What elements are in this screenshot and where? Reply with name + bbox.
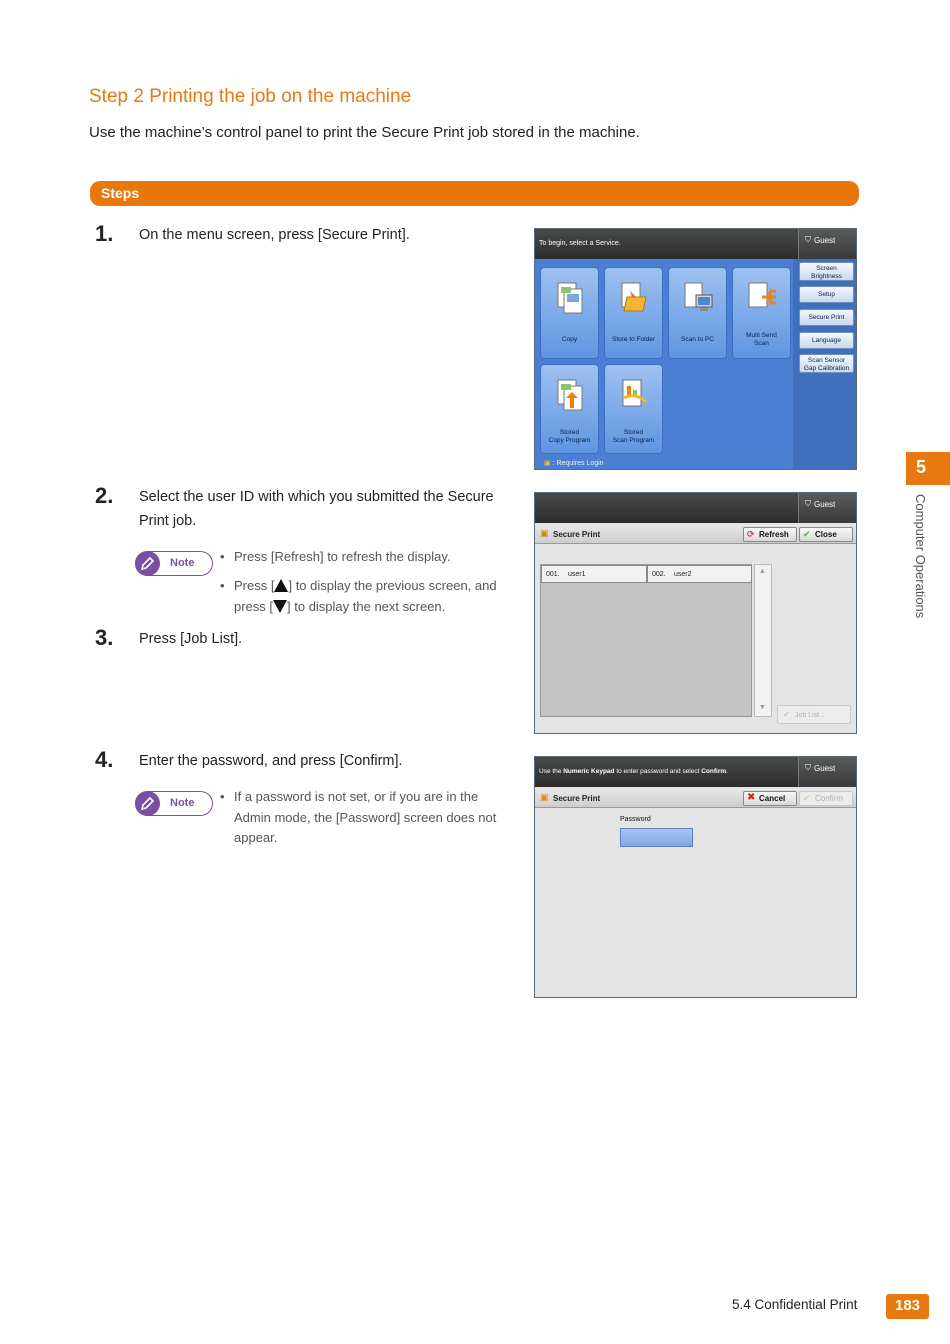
chapter-title bbox=[912, 494, 932, 634]
pencil-icon bbox=[135, 791, 160, 816]
msg-part-b: Numeric Keypad bbox=[563, 768, 615, 775]
service-stored-scan-program[interactable] bbox=[604, 364, 663, 454]
user-name: user2 bbox=[674, 571, 692, 578]
user-id: 002. bbox=[652, 571, 666, 578]
chapter-number: 5 bbox=[916, 457, 927, 477]
service-copy[interactable] bbox=[540, 267, 599, 359]
job-list-button[interactable] bbox=[777, 705, 851, 724]
services-screen bbox=[534, 228, 857, 470]
cancel-button[interactable] bbox=[743, 791, 797, 806]
setup-button[interactable] bbox=[799, 286, 854, 303]
service-stored-copy-label-1: Stored bbox=[559, 429, 580, 436]
note-bullet-text-b: ] to display the previous screen, and bbox=[288, 578, 497, 593]
note-bullet-refresh: • Press [Refresh] to refresh the display. bbox=[234, 547, 451, 568]
service-stored-scan-label-1: Stored bbox=[623, 429, 644, 436]
lock-icon: ▣ bbox=[540, 528, 549, 538]
step-4-text: Enter the password, and press [Confirm]. bbox=[139, 753, 403, 769]
note-bullet-scroll bbox=[234, 576, 524, 617]
guest-button[interactable] bbox=[798, 493, 857, 523]
step-3-number: 3. bbox=[95, 625, 114, 650]
page-number-badge bbox=[886, 1294, 929, 1319]
step-1-number: 1. bbox=[95, 221, 114, 246]
step-4-number: 4. bbox=[95, 747, 114, 772]
note-bullet-password bbox=[234, 787, 524, 849]
password-field[interactable] bbox=[620, 828, 693, 847]
refresh-button[interactable] bbox=[743, 527, 797, 542]
refresh-icon: ⟳ bbox=[747, 529, 755, 539]
note-label: Note bbox=[170, 557, 195, 569]
user-icon: ⛉ bbox=[805, 499, 811, 508]
pencil-icon bbox=[135, 551, 160, 576]
user-name: user1 bbox=[568, 571, 586, 578]
note-bullet-text-a: Press [ bbox=[234, 578, 275, 593]
message-bar bbox=[535, 757, 798, 787]
msg-part-e: . bbox=[726, 768, 728, 775]
service-stored-scan-label-2: Scan Program bbox=[612, 437, 655, 444]
step-1-text: On the menu screen, press [Secure Print]. bbox=[139, 227, 410, 243]
password-label: Password bbox=[620, 816, 651, 823]
page-number: 183 bbox=[894, 1297, 921, 1314]
intro-text: Use the machine’s control panel to print the Secure Print job stored in the machine. bbox=[89, 124, 640, 141]
secure-print-label: Secure Print bbox=[808, 314, 845, 321]
requires-login-note bbox=[544, 459, 604, 467]
service-store-to-folder[interactable] bbox=[604, 267, 663, 359]
service-multi-send-label-1: Multi Send bbox=[746, 332, 777, 339]
language-label: Language bbox=[812, 337, 841, 344]
screen-title: Secure Print bbox=[553, 530, 601, 539]
step-title: Step 2 Printing the job on the machine bbox=[89, 86, 412, 107]
service-stored-copy-label-2: Copy Program bbox=[548, 437, 591, 444]
steps-bar-label: Steps bbox=[101, 185, 140, 201]
up-arrow-icon bbox=[274, 579, 288, 592]
msg-part-a: Use the bbox=[539, 768, 564, 775]
chapter-tab[interactable] bbox=[906, 452, 950, 485]
secure-print-button[interactable] bbox=[799, 309, 854, 326]
service-copy-label: Copy bbox=[561, 336, 578, 343]
footer-section: 5.4 Confidential Print bbox=[732, 1297, 858, 1312]
user-item-2[interactable] bbox=[647, 565, 752, 583]
note-line-2: Admin mode, the [Password] screen does not bbox=[234, 809, 497, 825]
scan-to-pc-icon bbox=[682, 281, 714, 315]
step-3-text: Press [Job List]. bbox=[139, 631, 243, 647]
scroll-down-icon[interactable]: ▼ bbox=[759, 704, 766, 711]
service-multi-send-label-2: Scan bbox=[754, 340, 769, 347]
guest-label: Guest bbox=[814, 236, 836, 245]
close-label: Close bbox=[815, 530, 837, 539]
cancel-label: Cancel bbox=[759, 794, 786, 803]
multi-send-icon bbox=[746, 281, 778, 315]
step-2-text-line1: Select the user ID with which you submitted the Secure bbox=[139, 489, 494, 505]
msg-part-d: Confirm bbox=[701, 768, 727, 775]
check-icon: ✔ bbox=[803, 793, 811, 803]
chapter-title-text: Computer Operations bbox=[913, 494, 928, 619]
language-button[interactable] bbox=[799, 332, 854, 349]
stored-scan-icon bbox=[618, 378, 650, 412]
guest-label: Guest bbox=[814, 500, 836, 509]
refresh-label: Refresh bbox=[759, 530, 789, 539]
password-screen bbox=[534, 756, 857, 998]
scan-sensor-label-2: Gap Calibration bbox=[803, 365, 850, 372]
user-id: 001. bbox=[546, 571, 560, 578]
close-button[interactable] bbox=[799, 527, 853, 542]
message-bar bbox=[535, 229, 798, 259]
note-line-3: appear. bbox=[234, 830, 278, 845]
note-label: Note bbox=[170, 797, 195, 809]
message-text bbox=[539, 768, 728, 775]
screen-title: Secure Print bbox=[553, 794, 601, 803]
user-icon: ⛉ bbox=[805, 235, 811, 244]
user-item-1[interactable] bbox=[541, 565, 647, 583]
screen-brightness-label-1: Screen bbox=[816, 265, 837, 272]
check-icon: ✔ bbox=[803, 529, 811, 539]
cancel-x-icon: ✖ bbox=[747, 792, 756, 803]
service-scan-to-pc-label: Scan to PC bbox=[681, 336, 714, 343]
scan-sensor-gap-calibration-button[interactable] bbox=[799, 354, 854, 373]
scroll-up-icon[interactable]: ▲ bbox=[759, 568, 766, 575]
confirm-button[interactable] bbox=[799, 791, 853, 806]
confirm-label: Confirm bbox=[815, 794, 844, 803]
step-2-text-line2: Print job. bbox=[139, 513, 197, 529]
stored-copy-icon bbox=[554, 378, 586, 412]
secure-print-user-screen bbox=[534, 492, 857, 734]
service-store-to-folder-label: Store to Folder bbox=[612, 336, 655, 343]
note-line-1: If a password is not set, or if you are in the bbox=[234, 789, 479, 804]
service-multi-send-scan[interactable] bbox=[732, 267, 791, 359]
note-badge bbox=[135, 551, 213, 576]
requires-login-text: : Requires Login bbox=[552, 460, 604, 467]
down-arrow-icon bbox=[273, 600, 287, 613]
user-icon: ⛉ bbox=[805, 763, 811, 772]
note-bullet-text-d: ] to display the next screen. bbox=[287, 598, 446, 614]
job-list-label: Job List... bbox=[795, 712, 825, 719]
screen-brightness-label-2: Brightness bbox=[811, 273, 842, 280]
msg-part-c: to enter password and select bbox=[614, 768, 702, 775]
list-scrollbar[interactable] bbox=[754, 564, 772, 717]
message-text: To begin, select a Service. bbox=[539, 240, 621, 247]
note-badge bbox=[135, 791, 213, 816]
note-bullet-text-c: press [ bbox=[234, 598, 274, 614]
setup-label: Setup bbox=[818, 291, 835, 298]
check-icon: ✔ bbox=[783, 710, 790, 719]
step-2-number: 2. bbox=[95, 483, 114, 508]
secure-print-icon: ▣ bbox=[540, 792, 549, 802]
guest-label: Guest bbox=[814, 764, 836, 773]
message-bar bbox=[535, 493, 798, 523]
service-stored-copy-program[interactable] bbox=[540, 364, 599, 454]
guest-button[interactable] bbox=[798, 229, 857, 259]
guest-button[interactable] bbox=[798, 757, 857, 787]
steps-bar bbox=[90, 181, 859, 206]
scan-sensor-label-1: Scan Sensor bbox=[807, 357, 846, 364]
copy-icon bbox=[554, 281, 586, 315]
key-icon: ▣ bbox=[544, 460, 551, 467]
user-list bbox=[540, 564, 752, 717]
service-scan-to-pc[interactable] bbox=[668, 267, 727, 359]
screen-brightness-button[interactable] bbox=[799, 262, 854, 281]
folder-icon bbox=[618, 281, 650, 315]
